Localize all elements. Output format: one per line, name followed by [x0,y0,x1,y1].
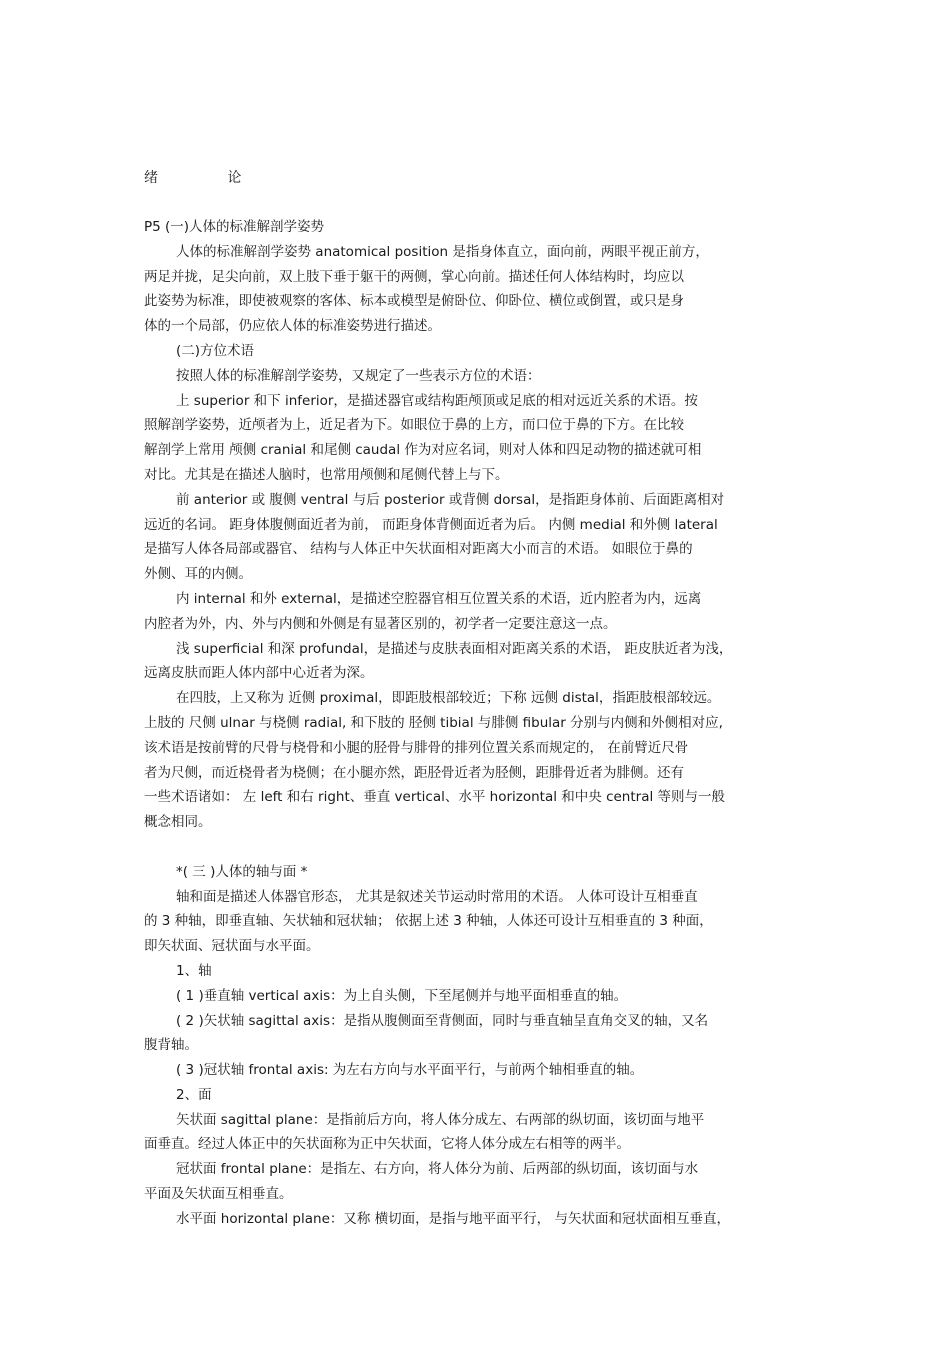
text-line: 即矢状面、冠状面与水平面。 [144,938,320,955]
text-line: 在四肢，上又称为 近侧 proximal，即距肢根部较近；下称 远侧 distal，指距肢根部较远。 [176,690,721,707]
text-line: P5 (一)人体的标准解剖学姿势 [144,219,325,235]
text-line: 人体的标准解剖学姿势 anatomical position 是指身体直立，面向前，两眼平视正前方， [176,243,709,260]
text-line: 冠状面 frontal plane：是指左、右方向，将人体分为前、后两部的纵切面，该切面与水 [176,1161,699,1178]
text-line: ( 3 )冠状轴 frontal axis: 为左右方向与水平面平行，与前两个轴相垂直的轴。 [176,1062,644,1079]
text-line: 1、轴 [176,962,212,979]
text-line: 内腔者为外，内、外与内侧和外侧是有显著区别的，初学者一定要注意这一点。 [144,615,617,632]
text-line: 的 3 种轴，即垂直轴、矢状轴和冠状轴； 依据上述 3 种轴，人体还可设计互相垂直的 3 种面， [144,913,713,930]
text-line: *( 三 )人体的轴与面 * [176,863,308,880]
blank-line [144,835,804,860]
text-line: 内 internal 和外 external，是描述空腔器官相互位置关系的术语，近内腔者为内，远离 [176,590,702,607]
text-line: 浅 superficial 和深 profundal，是描述与皮肤表面相对距离关系的术语， 距皮肤近者为浅， [176,640,733,657]
text-line: ( 2 )矢状轴 sagittal axis：是指从腹侧面至背侧面，同时与垂直轴呈直角交叉的轴，又名 [176,1012,709,1029]
text-line: 一些术语诸如： 左 left 和右 right、垂直 vertical、水平 horizontal 和中央 central 等则与一般 [144,789,726,806]
text-line: 是描写人体各局部或器官、 结构与人体正中矢状面相对距离大小而言的术语。 如眼位于鼻的 [144,541,693,558]
text-line: 矢状面 sagittal plane：是指前后方向，将人体分成左、右两部的纵切面，该切面与地平 [176,1111,705,1128]
text-line: 者为尺侧，而近桡骨者为桡侧；在小腿亦然，距胫骨近者为胫侧，距腓骨近者为腓侧。还有 [144,764,684,781]
text-line: 照解剖学姿势，近颅者为上，近足者为下。如眼位于鼻的上方，而口位于鼻的下方。在比较 [144,417,684,434]
text-line: 解剖学上常用 颅侧 cranial 和尾侧 caudal 作为对应名词，则对人体和四足动物的描述就可相 [144,442,702,459]
text-line: 对比。尤其是在描述人脑时，也常用颅侧和尾侧代替上与下。 [144,466,509,483]
page-heading: 绪 论 [144,170,256,186]
text-line: 此姿势为标准，即使被观察的客体、标本或模型是俯卧位、仰卧位、横位或倒置，或只是身 [144,293,684,310]
text-line: 体的一个局部，仍应依人体的标准姿势进行描述。 [144,318,441,335]
text-line: 两足并拢，足尖向前，双上肢下垂于躯干的两侧，掌心向前。描述任何人体结构时，均应以 [144,268,684,285]
text-line: 轴和面是描述人体器官形态， 尤其是叙述关节运动时常用的术语。 人体可设计互相垂直 [176,888,698,905]
text-line: 腹背轴。 [144,1037,198,1054]
text-line: (二)方位术语 [176,342,255,359]
text-line: 远近的名词。 距身体腹侧面近者为前， 而距身体背侧面近者为后。 内侧 medial 和外侧 lateral [144,516,718,533]
text-line: 概念相同。 [144,814,212,831]
text-line: 上 superior 和下 inferior，是描述器官或结构距颅顶或足底的相对远近关系的术语。按 [176,392,698,409]
text-line: 按照人体的标准解剖学姿势，又规定了一些表示方位的术语： [176,367,541,384]
text-line: 上肢的 尺侧 ulnar 与桡侧 radial, 和下肢的 胫侧 tibial 与腓侧 fibular 分别与内侧和外侧相对应, [144,714,723,731]
text-line: 外侧、耳的内侧。 [144,566,252,583]
text-line: 远离皮肤而距人体内部中心近者为深。 [144,665,374,682]
text-line: 2、面 [176,1086,212,1103]
text-line: 面垂直。经过人体正中的矢状面称为正中矢状面，它将人体分成左右相等的两半。 [144,1136,630,1153]
text-line: 水平面 horizontal plane：又称 横切面，是指与地平面平行， 与矢状面和冠状面相互垂直， [176,1210,730,1227]
text-line: ( 1 )垂直轴 vertical axis：为上自头侧，下至尾侧并与地平面相垂直的轴。 [176,987,628,1004]
text-line: 平面及矢状面互相垂直。 [144,1186,293,1203]
text-line: 该术语是按前臂的尺骨与桡骨和小腿的胫骨与腓骨的排列位置关系而规定的， 在前臂近尺骨 [144,739,689,756]
text-line: 前 anterior 或 腹侧 ventral 与后 posterior 或背侧 dorsal，是指距身体前、后面距离相对 [176,491,725,508]
body-text [144,215,804,1232]
